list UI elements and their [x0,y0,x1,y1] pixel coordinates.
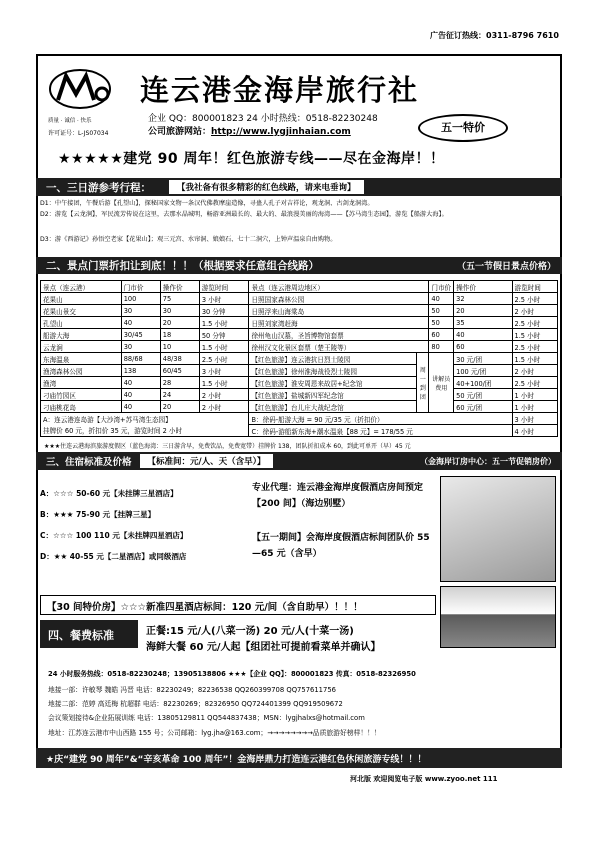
table-cell: 2.5 小时 [512,377,557,389]
table-cell: 1 小时 [512,389,557,401]
col-header: 门市价 [429,281,454,293]
col-header: 操作价 [160,281,199,293]
section-hotel-bar [36,452,562,470]
table-cell: 1.5 小时 [199,317,249,329]
table-cell: 【红色旅游】徐州淮海战役烈士陵园 [249,365,417,377]
meal-standard: 正餐:15 元/人(八菜一汤) 20 元/人(十菜一汤) [146,626,354,637]
special-price: 【五一期间】会海岸度假酒店标间团队价 55—65 元（含早） [252,533,430,559]
table-cell: 2 小时 [512,365,557,377]
table-cell: 60 [429,329,454,341]
table-cell: 2.5 小时 [512,317,557,329]
table-cell: 40+100/团 [454,377,512,389]
itinerary-day3: D3：游《西游记》孙悟空老家【花果山】；观三元宫、水帘洞、娘娘石、七十二洞穴，上钟声温泉自由购物。 [40,236,337,243]
table-cell: 40 [121,377,160,389]
table-row [41,293,558,305]
table-cell: 28 [160,377,199,389]
table-cell: 80 [429,341,454,353]
table-cell: 20 [454,305,512,317]
table-row [41,377,558,389]
guide-fee-note: 讲解员费用 [429,353,454,413]
table-cell: 3 小时 [199,365,249,377]
table-cell: 4 小时 [512,425,557,437]
table-cell: 日照浮来山海棠岛 [249,305,429,317]
hotel-option-a: A：☆☆☆ 50-60 元【未挂牌三星酒店】 [40,489,178,498]
seaside-photo [440,586,556,648]
table-cell: 20 [160,401,199,413]
table-cell: B：徐码-船游大海 = 90 元/35 元（折扣价） [249,413,512,425]
table-row [41,305,558,317]
table-row [41,317,558,329]
table-row [41,329,558,341]
promo-badge: 五一特价 [418,114,508,142]
table-cell: 船游大海 [41,329,122,341]
table-cell: 刁庙桃花岛 [41,401,122,413]
table-cell: 花果山 [41,293,122,305]
col-header: 游览时间 [199,281,249,293]
table-cell: 30 元/团 [454,353,512,365]
table-cell: 30/45 [121,329,160,341]
section-title: 三、住宿标准及价格 [46,457,132,468]
table-row [41,389,558,401]
footer-slogan-bar: ★庆“建党 90 周年”&“辛亥革命 100 周年”！金海岸鼎力打造连云港红色休闲旅游专线！！！ [36,748,562,768]
itinerary-day1: D1：中午接团，午餐后游【孔望山】，探秘国家文物一条汉代佛教摩崖造像，寻蛊人孔子对吉祥论，观龙洞、古剑龙洞湾。 [40,200,374,207]
table-row [41,353,558,365]
table-cell: 50 [429,305,454,317]
table-cell: 日照刘家湾赶海 [249,317,429,329]
table-cell: 孔望山 [41,317,122,329]
table-cell: 30 [121,341,160,353]
ad-hotline: 广告征订热线：0311-8796 7610 [430,31,559,40]
table-cell: 【红色旅游】连云港抗日烈士陵园 [249,353,417,365]
col-header: 景点（连云港） [41,281,122,293]
headline-slogan: ★★★★★建党 90 周年！红色旅游专线——尽在金海岸！！ [58,151,445,167]
table-cell: 35 [454,317,512,329]
table-cell: 东海温泉 [41,353,122,365]
logo-slogan: 质量 · 诚信 · 快乐 [48,118,92,124]
table-cell: 徐州龟山汉墓，圣旨博物馆套票 [249,329,429,341]
section-note: （五一节假日景点价格） [456,262,556,272]
table-row [41,401,558,413]
table-cell: 2.5 小时 [512,293,557,305]
agent-notice: 专业代理：连云港金海岸度假酒店房间预定【200 间】（海边别墅） [252,483,424,509]
table-cell: 【红色旅游】盐城新四军纪念馆 [249,389,417,401]
combo-row [41,413,558,425]
table-cell: 40 [121,317,160,329]
table-cell: 1.5 小时 [199,341,249,353]
page-footer: 河北版 欢迎阅览电子版 www.zyoo.net 111 [350,775,498,783]
address-email: 地址：江苏连云港市中山西路 155 号；公司邮箱：lyg.jha@163.com；→→→→→→→→品质旅游好榜样！！！ [48,729,381,737]
table-cell: 刁庙竹园区 [41,389,122,401]
section-title: 一、三日游参考行程： [46,181,151,194]
table-row [41,365,558,377]
table-cell: 3 小时 [199,293,249,305]
table-row [41,341,558,353]
col-header: 游览时间 [512,281,557,293]
schedule-note: 周一到团 [417,353,429,413]
table-cell: 花果山景交 [41,305,122,317]
reception-dept-1: 地接一部：许敏琴 魏皓 冯晋 电话：82230249；82236538 QQ260399708 QQ757611756 [48,686,336,694]
table-header-row [41,281,558,293]
table-cell: 75 [160,293,199,305]
table-cell: 1 小时 [512,401,557,413]
table-cell: 60 元/团 [454,401,512,413]
table-cell: 20 [160,317,199,329]
service-hotline: 24 小时服务热线：0518-82230248；13905138806 ★★★【企业 QQ】：800001823 传真：0518-82326950 [48,670,416,678]
table-cell: 日照国家森林公园 [249,293,429,305]
table-cell: 30 [160,305,199,317]
table-cell: 40 [121,389,160,401]
table-cell: C：徐码-游船新东海+潮水温泉【88 元】= 178/55 元 [249,425,512,437]
hotel-option-b: B：★★★ 75-90 元【挂牌三星】 [40,510,156,519]
col-header: 门市价 [121,281,160,293]
table-cell: 【红色旅游】台儿庄大战纪念馆 [249,401,417,413]
table-cell: 2.5 小时 [512,341,557,353]
table-cell: 40 [429,293,454,305]
table-cell: 1.5 小时 [512,329,557,341]
section-tickets-bar [36,257,562,274]
table-cell: 30 [121,305,160,317]
table-cell: 50 [429,317,454,329]
table-cell: 24 [160,389,199,401]
table-cell: 挂牌价 60 元，折扣价 35 元，游览时间 2 小时 [41,425,249,437]
table-cell: 1.5 小时 [512,353,557,365]
reception-dept-2: 地接二部：范婷 高廷梅 杭超群 电话：82230269；82326950 QQ724401399 QQ919509672 [48,700,343,708]
table-cell: 40 [454,329,512,341]
hotel-option-c: C：☆☆☆ 100 110 元【未挂牌四星酒店】 [40,531,188,540]
table-cell: 88/68 [121,353,160,365]
table-cell: 30 分钟 [199,305,249,317]
conference-contact: 会议策划接待&企业拓展训练 电话：13805129811 QQ544837438；MSN：lygjhalxs@hotmail.com [48,714,365,722]
table-cell: 10 [160,341,199,353]
table-cell: 2 小时 [199,401,249,413]
section-meal-bar: 四、餐费标准 [40,620,138,648]
table-cell: 32 [454,293,512,305]
table-cell: 100 元/团 [454,365,512,377]
table-cell: 18 [160,329,199,341]
seafood-meal: 海鲜大餐 60 元/人起【组团社可提前看菜单并确认】 [146,642,381,653]
section-note: 【标准间：元/人、天（含早）】 [140,454,274,468]
table-cell: 100 [121,293,160,305]
table-cell: 50 元/团 [454,389,512,401]
company-logo [46,66,114,112]
website-label: 公司旅游网站： [148,127,212,137]
table-cell: 48/38 [160,353,199,365]
table-cell: 60 [454,341,512,353]
ticket-price-table [40,280,558,437]
col-header: 景点（连云港周边地区） [249,281,429,293]
hotel-option-d: D：★★ 40-55 元【二星酒店】或同级酒店 [40,552,187,561]
section-note-right: （金海岸订房中心：五一节促销房价） [420,456,556,466]
section-note: 【我社备有很多精彩的红色线路，请来电垂询】 [169,180,364,194]
license-number: 许可证号：L-JS07034 [48,130,109,137]
table-cell: 60/45 [160,365,199,377]
company-name: 连云港金海岸旅行社 [140,73,420,107]
resort-note: ★★★住连云港海滨旅游度假区（蓝色海湾：三日游含早，免费饮品，免费宽带）挂牌价 138，团队折扣成本 60，到此可单开（早）45 元 [44,443,411,450]
table-cell: 50 分钟 [199,329,249,341]
table-cell: 云龙涧 [41,341,122,353]
section-itinerary-bar [36,178,562,196]
section-title: 二、景点门票折扣让到底！！！（根据要求任意组合线路） [46,260,319,272]
table-cell: 2 小时 [199,389,249,401]
table-cell: 徐州汉文化景区套票（楚王陵等） [249,341,429,353]
combo-row [41,425,558,437]
qq-hotline: 企业 QQ：800001823 24 小时热线：0518-82230248 [148,114,378,124]
hotel-room-photo [440,476,556,582]
table-cell: 3 小时 [512,413,557,425]
table-cell: A：连云港连岛游【大沙湾+苏马湾生态园】 [41,413,249,425]
col-header: 操作价 [454,281,512,293]
website-line [148,124,351,137]
website-link[interactable]: http://www.lygjinhaian.com [211,127,351,137]
table-cell: 2 小时 [512,305,557,317]
table-cell: 138 [121,365,160,377]
table-cell: 渔湾 [41,377,122,389]
table-cell: 渔湾森林公园 [41,365,122,377]
table-cell: 40 [121,401,160,413]
table-cell: 1.5 小时 [199,377,249,389]
table-cell: 【红色旅游】淮安周恩来故居+纪念馆 [249,377,417,389]
special-room-offer: 【30 间特价房】☆☆☆新准四星酒店标间：120 元/间（含自助早）！！！ [40,595,436,615]
table-cell: 2.5 小时 [199,353,249,365]
itinerary-day2: D2：游览【云龙涧】，军民流芳传说在这里，去那水晶城明，畅游亚洲最长的、最大的、最浪漫美丽的海湾——【苏马湾生态园】，游览【船游大海】。 [40,211,448,218]
